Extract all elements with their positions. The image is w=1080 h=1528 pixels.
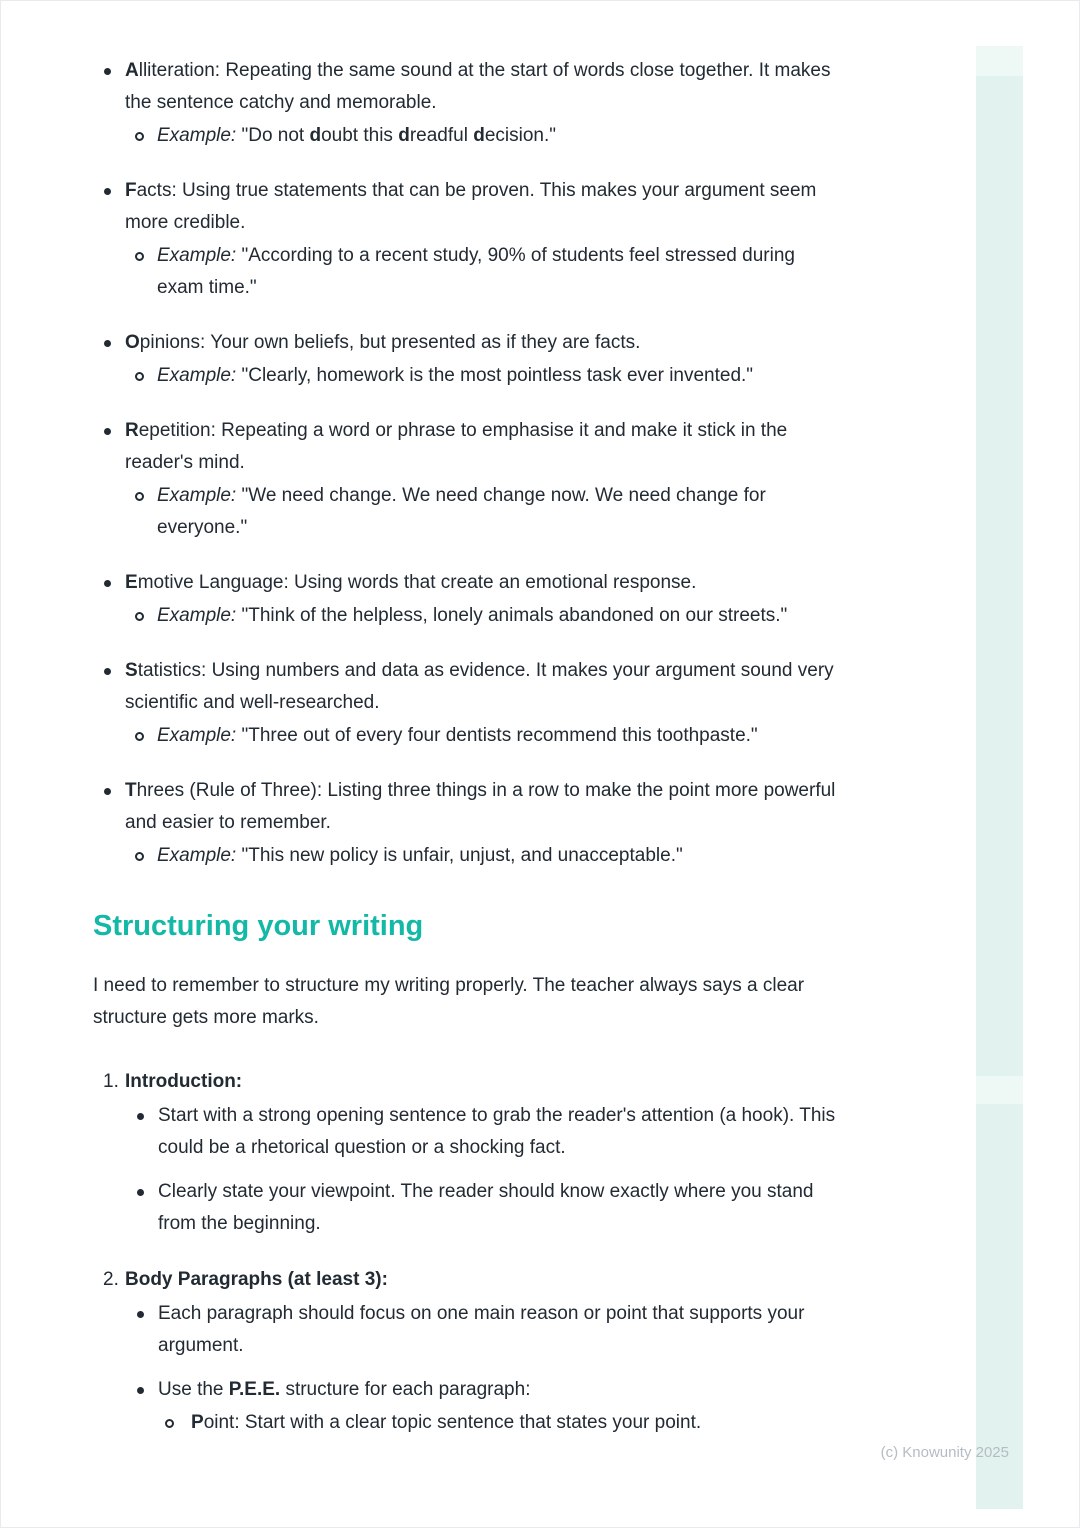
step-heading: [103, 1264, 844, 1296]
example-list: [125, 120, 844, 152]
text-segment: Start with a strong opening sentence to grab the reader's attention (a hook). This could be a rhetorical question or a shocking fact.: [158, 1105, 836, 1158]
text-segment: oubt this: [321, 125, 399, 146]
example-text: [157, 120, 844, 152]
text-segment: P: [191, 1412, 204, 1433]
text-segment: Clearly state your viewpoint. The reader should know exactly where you stand from the beginning.: [158, 1181, 814, 1234]
step-point-text: [158, 1374, 844, 1406]
text-segment: Each paragraph should focus on one main reason or point that supports your argument.: [158, 1303, 805, 1356]
text-segment: "Think of the helpless, lonely animals abandoned on our streets.": [236, 605, 788, 626]
text-segment: hrees (Rule of Three): Listing three things in a row to make the point more powerful and easier to remember.: [125, 780, 836, 833]
text-segment: d: [309, 125, 322, 146]
example-item: [125, 120, 844, 152]
example-text: [157, 720, 844, 752]
text-segment: Example:: [157, 845, 237, 866]
text-segment: "Clearly, homework is the most pointless task ever invented.": [236, 365, 754, 386]
text-segment: Example:: [157, 725, 237, 746]
technique-text: [125, 415, 844, 479]
technique-text: [125, 175, 844, 239]
technique-text: [125, 567, 844, 599]
text-segment: Example:: [157, 605, 237, 626]
step-point: [125, 1176, 844, 1240]
example-list: [125, 360, 844, 392]
text-segment: P.E.E.: [228, 1379, 281, 1400]
step-heading: [103, 1066, 844, 1098]
text-segment: F: [125, 180, 137, 201]
text-segment: Use the: [158, 1379, 229, 1400]
text-segment: Example:: [157, 365, 237, 386]
text-segment: acts: Using true statements that can be proven. This makes your argument seem more credible.: [125, 180, 817, 233]
step-point: [125, 1298, 844, 1362]
technique-item-opinions: [93, 327, 844, 392]
example-item: [125, 840, 844, 872]
step-item-body-paragraphs: [103, 1264, 844, 1439]
text-segment: structure for each paragraph:: [280, 1379, 531, 1400]
text-segment: R: [125, 420, 139, 441]
step-number: 1.: [103, 1071, 119, 1092]
step-point: [125, 1100, 844, 1164]
step-points-list: [125, 1298, 844, 1439]
technique-item-facts: [93, 175, 844, 304]
example-text: [157, 840, 844, 872]
text-segment: Example:: [157, 245, 237, 266]
text-segment: E: [125, 572, 138, 593]
step-item-introduction: [103, 1066, 844, 1240]
technique-text: [125, 55, 844, 119]
example-list: [125, 720, 844, 752]
example-item: [125, 360, 844, 392]
page-content: [1, 1, 1079, 1439]
example-item: [125, 720, 844, 752]
example-item: [125, 600, 844, 632]
structure-steps-list: [93, 1066, 844, 1439]
step-title: Body Paragraphs (at least 3):: [125, 1269, 388, 1290]
text-segment: ecision.": [484, 125, 556, 146]
technique-item-emotive-language: [93, 567, 844, 632]
text-segment: lliteration: Repeating the same sound at the start of words close together. It makes the sentence catchy and memorable.: [125, 60, 831, 113]
step-point-text: [158, 1176, 844, 1240]
example-item: [125, 240, 844, 304]
step-points-list: [125, 1100, 844, 1240]
techniques-list: [93, 55, 844, 872]
example-list: [125, 240, 844, 304]
text-segment: A: [125, 60, 139, 81]
example-list: [125, 840, 844, 872]
text-segment: S: [125, 660, 138, 681]
example-text: [157, 360, 844, 392]
text-segment: readful: [409, 125, 474, 146]
text-segment: "We need change. We need change now. We need change for everyone.": [157, 485, 766, 538]
step-point: [125, 1374, 844, 1439]
text-segment: T: [125, 780, 137, 801]
example-text: [157, 480, 844, 544]
text-segment: d: [473, 125, 485, 146]
text-segment: O: [125, 332, 140, 353]
example-list: [125, 480, 844, 544]
step-point-text: [158, 1298, 844, 1362]
technique-item-statistics: [93, 655, 844, 752]
technique-text: [125, 655, 844, 719]
step-subpoint-text: [191, 1407, 844, 1439]
example-list: [125, 600, 844, 632]
text-segment: epetition: Repeating a word or phrase to emphasise it and make it stick in the reader's mind.: [125, 420, 788, 473]
step-point-text: [158, 1100, 844, 1164]
text-segment: pinions: Your own beliefs, but presented as if they are facts.: [139, 332, 641, 353]
technique-text: [125, 775, 844, 839]
step-number: 2.: [103, 1269, 119, 1290]
technique-item-threes: [93, 775, 844, 872]
step-subpoint: [158, 1407, 844, 1439]
text-segment: Example:: [157, 485, 237, 506]
example-text: [157, 240, 844, 304]
text-segment: Example:: [157, 125, 237, 146]
text-segment: tatistics: Using numbers and data as evidence. It makes your argument sound very scientific and well-researched.: [125, 660, 834, 713]
text-segment: d: [398, 125, 410, 146]
technique-item-repetition: [93, 415, 844, 544]
technique-item-alliteration: [93, 55, 844, 152]
example-text: [157, 600, 844, 632]
text-segment: "Three out of every four dentists recommend this toothpaste.": [236, 725, 758, 746]
section-heading: Structuring your writing: [93, 910, 424, 942]
step-subpoints-list: [158, 1407, 844, 1439]
intro-paragraph: I need to remember to structure my writing properly. The teacher always says a clear structure gets more marks.: [93, 975, 805, 1028]
text-segment: "This new policy is unfair, unjust, and unacceptable.": [236, 845, 683, 866]
text-segment: "Do not: [236, 125, 310, 146]
text-segment: "According to a recent study, 90% of students feel stressed during exam time.": [157, 245, 795, 298]
text-segment: oint: Start with a clear topic sentence that states your point.: [203, 1412, 702, 1433]
technique-text: [125, 327, 844, 359]
copyright-footer: (c) Knowunity 2025: [880, 1444, 1009, 1461]
text-segment: motive Language: Using words that create an emotional response.: [137, 572, 697, 593]
example-item: [125, 480, 844, 544]
step-title: Introduction:: [125, 1071, 243, 1092]
